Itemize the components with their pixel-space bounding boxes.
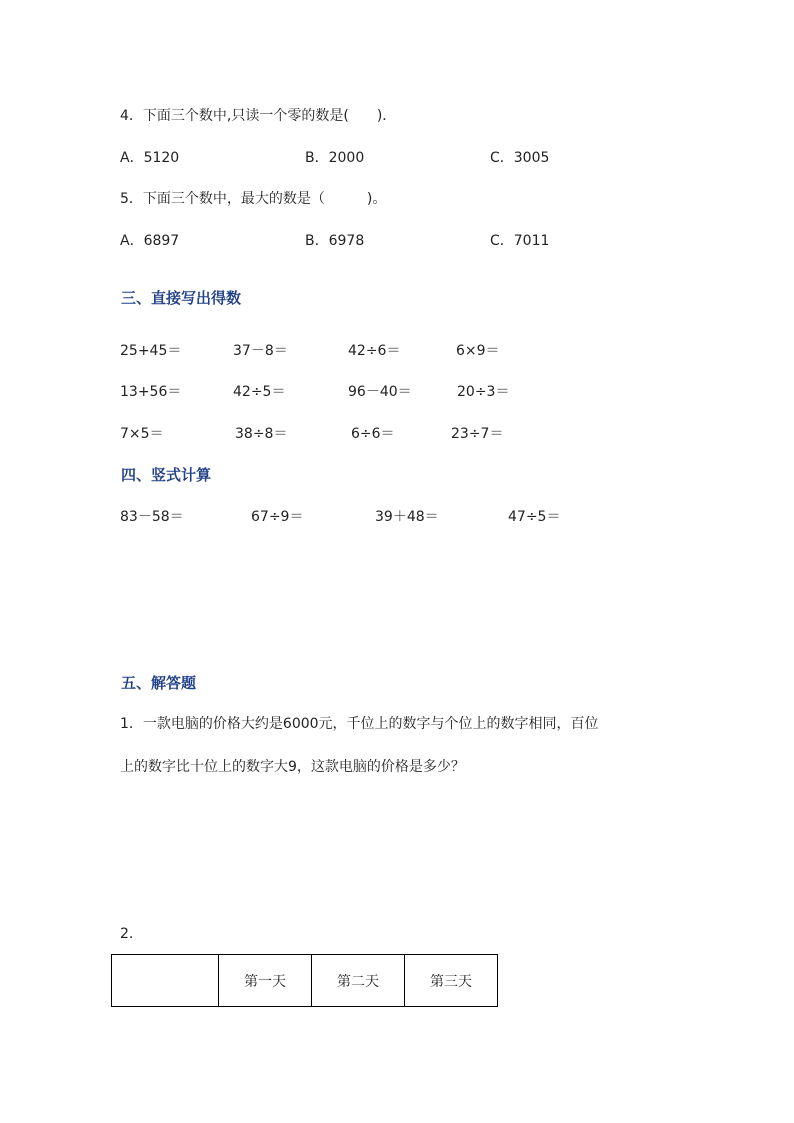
- question-5-option-b: B．6978: [305, 233, 365, 249]
- problem-1-line-2: 上的数字比十位上的数字大9，这款电脑的价格是多少？: [120, 759, 465, 775]
- section-3-heading: 三、直接写出得数: [121, 289, 242, 307]
- question-5-option-c: C．7011: [490, 233, 550, 249]
- table-header-day-2: 第二天: [312, 955, 405, 1007]
- question-5-option-a: A．6897: [120, 233, 180, 249]
- calc-item: 96－40＝: [348, 384, 412, 400]
- calc-item: 6×9＝: [456, 343, 500, 359]
- vertical-calc-item: 47÷5＝: [508, 509, 561, 525]
- question-5-text: 5．下面三个数中，最大的数是（ )。: [120, 191, 387, 207]
- vertical-calc-item: 83－58＝: [120, 509, 184, 525]
- table-row: [112, 955, 498, 1007]
- problem-1-line-1: 1．一款电脑的价格大约是6000元，千位上的数字与个位上的数字相同，百位: [120, 716, 599, 732]
- question-4-option-b: B．2000: [305, 150, 365, 166]
- section-4-heading: 四、竖式计算: [121, 466, 212, 484]
- problem-2-number: 2.: [120, 926, 134, 942]
- vertical-calc-item: 39＋48＝: [375, 509, 439, 525]
- calc-item: 42÷6＝: [348, 343, 401, 359]
- days-table: [111, 954, 498, 1007]
- question-4-option-c: C．3005: [490, 150, 550, 166]
- calc-item: 25+45＝: [120, 343, 182, 359]
- calc-item: 23÷7＝: [451, 426, 504, 442]
- calc-item: 38÷8＝: [235, 426, 288, 442]
- calc-item: 37－8＝: [233, 343, 288, 359]
- table-corner-cell: [112, 955, 219, 1007]
- section-5-heading: 五、解答题: [121, 674, 197, 692]
- calc-item: 20÷3＝: [457, 384, 510, 400]
- vertical-calc-item: 67÷9＝: [251, 509, 304, 525]
- calc-item: 6÷6＝: [351, 426, 395, 442]
- question-4-text: 4．下面三个数中,只读一个零的数是( )．: [120, 108, 397, 124]
- table-header-day-1: 第一天: [219, 955, 312, 1007]
- question-4-option-a: A．5120: [120, 150, 180, 166]
- calc-item: 7×5＝: [120, 426, 164, 442]
- calc-item: 13+56＝: [120, 384, 182, 400]
- table-header-day-3: 第三天: [405, 955, 498, 1007]
- calc-item: 42÷5＝: [233, 384, 286, 400]
